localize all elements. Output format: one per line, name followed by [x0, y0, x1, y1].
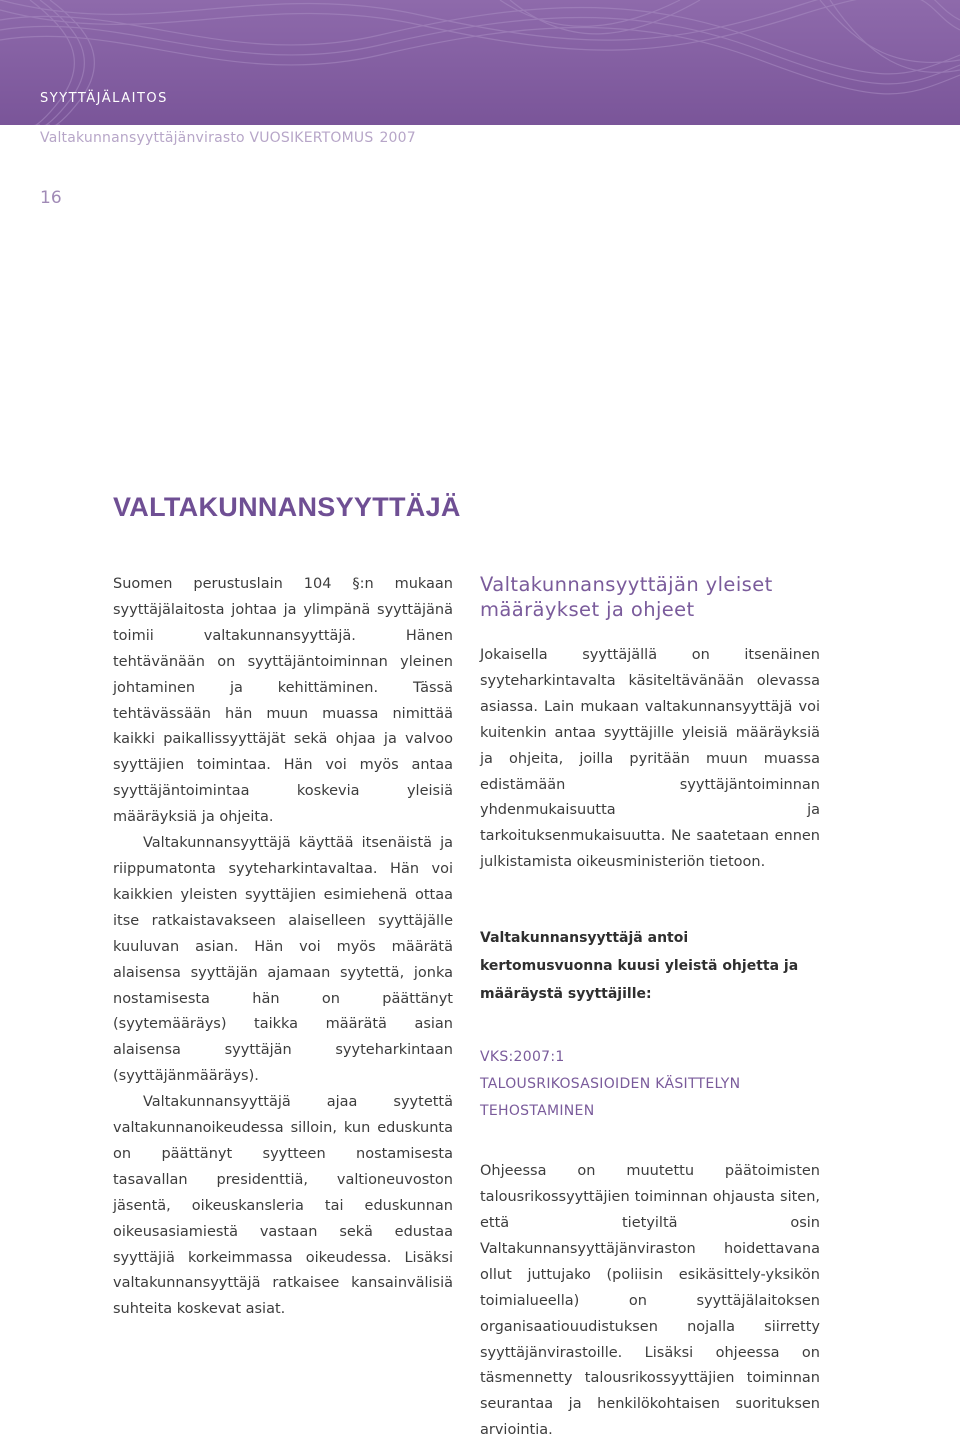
directive-title-line: TALOUSRIKOSASIOIDEN KÄSITTELYN	[480, 1076, 741, 1093]
decorative-wave-pattern	[0, 0, 960, 125]
section-heading-line: Valtakunnansyyttäjän yleiset	[480, 573, 773, 596]
page-title: VALTAKUNNANSYYTTÄJÄ	[113, 492, 461, 522]
section-heading-line: määräykset ja ohjeet	[480, 598, 695, 621]
report-title	[40, 130, 416, 146]
body-paragraph: Valtakunnansyyttäjä käyttää itsenäistä ja riippumatonta syyteharkintavaltaa. Hän voi kaikkien yleisten syyttäjien esimiehenä ottaa itse ratkaistavakseen alaiselleen syyttäjälle kuuluvan asian. Hän voi myös määrätä alaisensa syyttäjän ajamaan syytettä, jonka nostamisesta hän on päättänyt (syytemääräys) taikka määrätä asian alaisensa syyttäjän syyteharkintaan (syyttäjänmääräys).	[113, 835, 453, 1085]
body-paragraph: Suomen perustuslain 104 §:n mukaan syyttäjälaitosta johtaa ja ylimpänä syyttäjänä toimii valtakunnansyyttäjä. Hänen tehtävänään on syyttäjäntoiminnan yleinen johtaminen ja kehittäminen. Tässä tehtävässään hän muun muassa nimittää kaikki paikallissyyttäjät sekä ohjaa ja valvoo syyttäjien toimintaa. Hän voi myös antaa syyttäjäntoimintaa koskevia yleisiä määräyksiä ja ohjeita.	[113, 576, 453, 826]
report-year: 2007	[379, 130, 416, 146]
header-banner	[0, 0, 960, 125]
right-column	[480, 572, 820, 1444]
section-label: SYYTTÄJÄLAITOS	[40, 91, 168, 106]
page-number: 16	[40, 188, 62, 208]
directive-code: VKS:2007:1	[480, 1049, 565, 1066]
left-column	[113, 572, 453, 1323]
body-paragraph: Valtakunnansyyttäjä ajaa syytettä valtakunnanoikeudessa silloin, kun eduskunta on päättänyt syytteen nostamisesta tasavallan presidenttiä, valtioneuvoston jäsentä, oikeuskansleria tai eduskunnan oikeusasiamiestä vastaan sekä edustaa syyttäjiä korkeimmassa oikeudessa. Lisäksi valtakunnansyyttäjä ratkaisee kansainvälisiä suhteita koskevat asiat.	[113, 1094, 453, 1318]
directive-title-line: TEHOSTAMINEN	[480, 1103, 595, 1120]
body-paragraph: Ohjeessa on muutettu päätoimisten talousrikossyyttäjien toiminnan ohjausta siten, että tietyiltä osin Valtakunnansyyttäjänviraston hoidettavana ollut juttujako (poliisin esikäsittely-yksikön toimialueella) on syyttäjälaitoksen organisaatiouudistuksen nojalla siirretty syyttäjänvirastoille. Lisäksi ohjeessa on täsmennetty talousrikossyyttäjien toiminnan seurantaa ja henkilökohtaisen suorituksen arviointia.	[480, 1163, 820, 1439]
body-paragraph: Jokaisella syyttäjällä on itsenäinen syyteharkintavalta käsiteltävänään olevassa asiassa. Lain mukaan valtakunnansyyttäjä voi kuitenkin antaa syyttäjille yleisiä määräyksiä ja ohjeita, joilla pyritään muun muassa edistämään syyttäjäntoiminnan yhdenmukaisuutta ja tarkoituksenmukaisuutta. Ne saatetaan ennen julkistamista oikeusministeriön tietoon.	[480, 647, 820, 871]
directive-heading	[480, 1044, 820, 1125]
section-heading	[480, 572, 820, 622]
report-title-text: Valtakunnansyyttäjänvirasto VUOSIKERTOMUS	[40, 130, 374, 146]
lead-paragraph: Valtakunnansyyttäjä antoi kertomusvuonna kuusi yleistä ohjetta ja määräystä syyttäjille:	[480, 930, 799, 1003]
